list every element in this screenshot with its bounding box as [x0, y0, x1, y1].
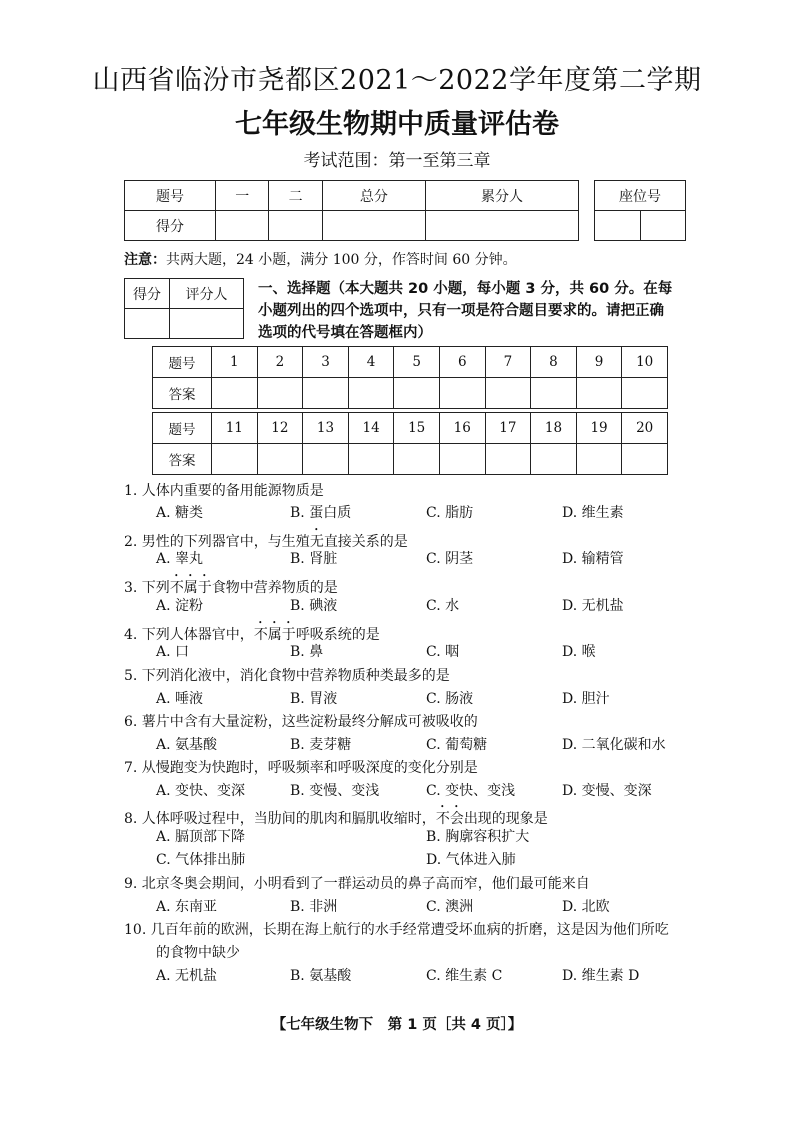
question-number: 10 — [622, 347, 668, 378]
score-header-cell: 累分人 — [425, 181, 578, 211]
seat-label: 座位号 — [595, 181, 686, 211]
stem-text: 2. 男性的下列器官中，与生殖 — [124, 534, 310, 550]
option-d: D. 无机盐 — [562, 598, 624, 614]
question-stem-line2: 的食物中缺少 — [156, 945, 240, 961]
option-c: C. 阴茎 — [426, 551, 474, 567]
option-a: A. 无机盐 — [156, 968, 218, 984]
grader-score-label: 得分 — [125, 279, 170, 309]
question-number: 3 — [303, 347, 349, 378]
question-number: 16 — [439, 413, 485, 444]
question-number: 17 — [485, 413, 531, 444]
question-number: 5 — [394, 347, 440, 378]
answer-cell[interactable] — [394, 444, 440, 475]
answer-grid-label: 答案 — [153, 444, 212, 475]
question-number: 2 — [257, 347, 303, 378]
question-number: 8 — [531, 347, 577, 378]
question-number: 7 — [485, 347, 531, 378]
answer-cell[interactable] — [212, 378, 258, 409]
option-c: C. 葡萄糖 — [426, 737, 488, 753]
stem-text: 出现的现象是 — [463, 811, 548, 827]
question-stem: 1. 人体内重要的备用能源物质是 — [124, 483, 324, 499]
option-d: D. 维生素 D — [562, 968, 640, 984]
option-c: C. 变快、变浅 — [426, 783, 516, 799]
grader-score-cell[interactable] — [125, 309, 170, 339]
option-b: B. 蛋白质 — [290, 505, 352, 521]
score-header-cell: 二 — [269, 181, 322, 211]
option-b: B. 胃液 — [290, 691, 338, 707]
option-b: B. 变慢、变浅 — [290, 783, 380, 799]
grader-table — [124, 278, 244, 339]
score-row-label: 得分 — [125, 211, 216, 241]
option-c: C. 水 — [426, 598, 460, 614]
question-number: 12 — [257, 413, 303, 444]
option-b: B. 麦芽糖 — [290, 737, 352, 753]
option-b: B. 非洲 — [290, 899, 338, 915]
stem-text: 3. 下列 — [124, 580, 170, 596]
question-stem — [124, 803, 548, 828]
score-cell[interactable] — [216, 211, 269, 241]
answer-cell[interactable] — [212, 444, 258, 475]
option-a: A. 口 — [156, 644, 190, 660]
question-number: 4 — [348, 347, 394, 378]
seat-cell[interactable] — [595, 211, 641, 241]
stem-emphasis: 不会 — [435, 811, 464, 827]
note-text: 共两大题，24 小题，满分 100 分，作答时间 60 分钟。 — [166, 252, 517, 268]
option-d: D. 喉 — [562, 644, 596, 660]
option-d: D. 北欧 — [562, 899, 610, 915]
option-d: D. 维生素 — [562, 505, 624, 521]
score-header-cell: 总分 — [322, 181, 425, 211]
stem-text: 直接关系的是 — [323, 534, 408, 550]
option-d: D. 胆汁 — [562, 691, 610, 707]
option-d: D. 气体进入肺 — [426, 852, 516, 868]
seat-cell[interactable] — [640, 211, 686, 241]
option-b: B. 碘液 — [290, 598, 338, 614]
question-number: 1 — [212, 347, 258, 378]
exam-note — [124, 249, 517, 269]
answer-cell[interactable] — [576, 378, 622, 409]
question-number: 14 — [348, 413, 394, 444]
answer-cell[interactable] — [303, 444, 349, 475]
stem-emphasis: 不属于 — [169, 580, 212, 596]
option-d: D. 变慢、变深 — [562, 783, 652, 799]
grader-name-cell[interactable] — [170, 309, 244, 339]
section1-instructions — [258, 278, 678, 344]
option-a: A. 氨基酸 — [156, 737, 218, 753]
option-b: B. 氨基酸 — [290, 968, 352, 984]
answer-cell[interactable] — [622, 444, 668, 475]
answer-cell[interactable] — [576, 444, 622, 475]
stem-text: 8. 人体呼吸过程中，当肋间的肌肉和膈肌收缩时， — [124, 811, 436, 827]
question-number: 18 — [531, 413, 577, 444]
option-d: D. 二氧化碳和水 — [562, 737, 666, 753]
answer-grid-label: 答案 — [153, 378, 212, 409]
answer-grid — [152, 346, 668, 475]
option-a: A. 睾丸 — [156, 551, 204, 567]
answer-cell[interactable] — [439, 444, 485, 475]
option-a: A. 淀粉 — [156, 598, 204, 614]
question-number: 20 — [622, 413, 668, 444]
option-a: A. 膈顶部下降 — [156, 829, 246, 845]
question-stem — [124, 572, 338, 597]
score-cell[interactable] — [269, 211, 322, 241]
grader-label: 评分人 — [170, 279, 244, 309]
stem-emphasis: 不属于 — [253, 627, 296, 643]
stem-text: 食物中营养物质的是 — [211, 580, 338, 596]
option-c: C. 澳洲 — [426, 899, 474, 915]
option-b: B. 肾脏 — [290, 551, 338, 567]
score-cell[interactable] — [322, 211, 425, 241]
answer-cell[interactable] — [531, 378, 577, 409]
answer-cell[interactable] — [394, 378, 440, 409]
option-c: C. 气体排出肺 — [156, 852, 246, 868]
question-number: 9 — [576, 347, 622, 378]
stem-emphasis: 无 — [309, 534, 324, 550]
answer-cell[interactable] — [439, 378, 485, 409]
score-header-cell: 一 — [216, 181, 269, 211]
option-c: C. 肠液 — [426, 691, 474, 707]
section1-title: 一、选择题（本大题共 20 小题，每小题 3 分，共 60 分。在每小题列出的四个选项中，只有一项是符合题目要求的。请把正确选项的代号填在答题框内） — [258, 281, 673, 341]
answer-cell[interactable] — [348, 444, 394, 475]
question-number: 6 — [439, 347, 485, 378]
score-cell[interactable] — [425, 211, 578, 241]
page-footer: 【七年级生物下 第 1 页［共 4 页］】 — [271, 1017, 523, 1033]
exam-subtitle: 七年级生物期中质量评估卷 — [235, 109, 559, 140]
stem-text: 呼吸系统的是 — [295, 627, 380, 643]
question-number: 15 — [394, 413, 440, 444]
exam-header-title: 山西省临汾市尧都区2021～2022学年度第二学期 — [92, 65, 702, 96]
answer-cell[interactable] — [622, 378, 668, 409]
score-header-cell: 题号 — [125, 181, 216, 211]
answer-cell[interactable] — [348, 378, 394, 409]
option-c: C. 维生素 C — [426, 968, 503, 984]
option-b: B. 鼻 — [290, 644, 324, 660]
answer-cell[interactable] — [257, 444, 303, 475]
note-label: 注意： — [124, 252, 166, 268]
exam-scope: 考试范围：第一至第三章 — [303, 151, 491, 171]
question-stem: 7. 从慢跑变为快跑时，呼吸频率和呼吸深度的变化分别是 — [124, 760, 478, 776]
question-number: 19 — [576, 413, 622, 444]
option-d: D. 输精管 — [562, 551, 624, 567]
answer-grid-label: 题号 — [153, 347, 212, 378]
question-number: 11 — [212, 413, 258, 444]
answer-cell[interactable] — [303, 378, 349, 409]
option-a: A. 糖类 — [156, 505, 204, 521]
answer-cell[interactable] — [531, 444, 577, 475]
seat-table — [594, 180, 686, 241]
answer-cell[interactable] — [257, 378, 303, 409]
stem-text: 4. 下列人体器官中， — [124, 627, 254, 643]
option-c: C. 咽 — [426, 644, 460, 660]
option-b: B. 胸廓容积扩大 — [426, 829, 530, 845]
option-a: A. 变快、变深 — [156, 783, 246, 799]
question-stem: 5. 下列消化液中，消化食物中营养物质种类最多的是 — [124, 668, 450, 684]
option-a: A. 东南亚 — [156, 899, 218, 915]
answer-cell[interactable] — [485, 444, 531, 475]
option-a: A. 唾液 — [156, 691, 204, 707]
score-table — [124, 180, 579, 241]
answer-grid-label: 题号 — [153, 413, 212, 444]
question-stem: 9. 北京冬奥会期间，小明看到了一群运动员的鼻子高而窄，他们最可能来自 — [124, 876, 590, 892]
question-number: 13 — [303, 413, 349, 444]
option-c: C. 脂肪 — [426, 505, 474, 521]
answer-cell[interactable] — [485, 378, 531, 409]
question-stem-line1: 10. 几百年前的欧洲，长期在海上航行的水手经常遭受坏血病的折磨，这是因为他们所吃 — [124, 922, 669, 938]
question-stem: 6. 薯片中含有大量淀粉，这些淀粉最终分解成可被吸收的 — [124, 714, 478, 730]
